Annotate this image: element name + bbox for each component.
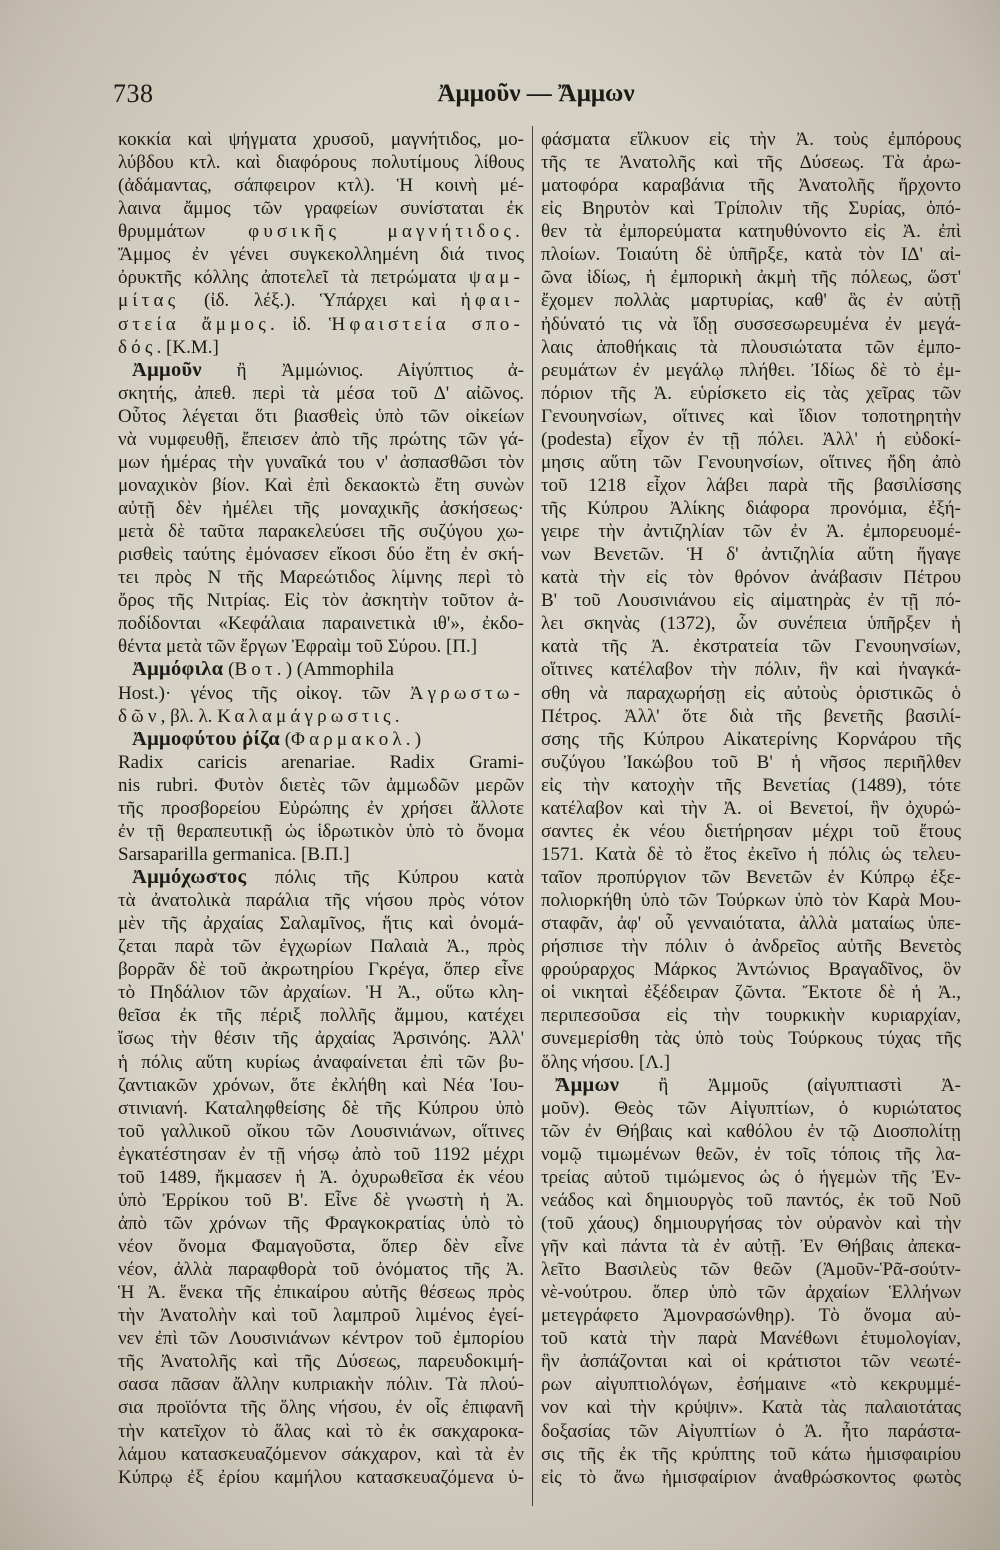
text-line <box>118 1235 524 1258</box>
line-text: τὴν κατεῖχον τὸ ἅλας καὶ τὸ ἐκ σακχαροκα- <box>118 1420 524 1442</box>
text-line <box>541 589 961 612</box>
text-line <box>118 359 524 382</box>
text-line <box>541 981 961 1004</box>
line-text: νων Βενετῶν. Ἡ δ' ἀντιζηλία αὕτη ἤγαγε <box>541 544 961 566</box>
line-text: ἐγκατέστησαν ἐν τῇ νήσῳ ἀπὸ τοῦ 1192 μέχρι <box>118 1143 524 1165</box>
line-text: τῶν ἐν Θήβαις καὶ καθόλου ἐν τῷ Διοσπολίτῃ <box>541 1120 961 1142</box>
line-text: φρούραρχος Μάρκος Ἀντώνιος Βραγαδῖνος, ὃν <box>541 959 961 981</box>
text-line <box>118 543 524 566</box>
text-line <box>118 220 524 243</box>
line-text: ὑπὸ Ἐρρίκου τοῦ Β'. Εἶνε δὲ γνωστὴ ἡ Ἀ. <box>118 1189 524 1211</box>
text-line <box>118 1120 524 1143</box>
text-line <box>541 889 961 912</box>
line-text: συνεμερίσθη τὰς ὑπὸ τοὺς Τούρκους τύχας τῆς <box>541 1028 961 1050</box>
text-line <box>118 1004 524 1027</box>
text-line <box>118 843 524 866</box>
line-text: οἱ νικηταὶ ἐξέδειραν ζῶντα. Ἔκτοτε δὲ ἡ Ἀ., <box>541 982 961 1004</box>
text-line <box>541 313 961 336</box>
line-text: θεῖσα ἐκ τῆς πέριξ πολλῆς ἄμμου, κατέχει <box>118 1005 524 1027</box>
line-text: σθη νὰ παραχωρήσῃ εἰς αὐτοὺς ὁριστικῶς ὁ <box>541 682 961 704</box>
text-line <box>541 1166 961 1189</box>
line-text: νέον, ἀλλὰ παραφθορὰ τοῦ ὀνόματος τῆς Ἀ. <box>118 1259 524 1281</box>
text-line <box>118 174 524 197</box>
text-line <box>118 1027 524 1050</box>
text-line <box>118 520 524 543</box>
text-line <box>118 589 524 612</box>
line-text: κατὰ τὴν εἰς τὸν θρόνον ἀνάβασιν Πέτρου <box>541 567 961 589</box>
text-segment: . <box>394 705 400 727</box>
line-text: τῆς τε Ἀνατολῆς καὶ τῆς Δύσεως. Τὰ ἀρω- <box>541 152 961 174</box>
line-text: Sarsaparilla germanica. [Β.Π.] <box>118 843 350 865</box>
text-line <box>541 1027 961 1050</box>
line-text: ῶνα ἰδίως, ἡ ἐμπορικὴ ἀκμὴ τῆς πόλεως, ὥστ' <box>541 267 961 289</box>
text-line <box>541 1350 961 1373</box>
text-line <box>118 1443 524 1466</box>
text-line <box>118 151 524 174</box>
spaced-emphasis: Ἀγρωστω- <box>409 682 524 704</box>
text-line <box>541 958 961 981</box>
line-text: (τοῦ χάους) δημιουργήσας τὸν οὐρανὸν καὶ τὴν <box>541 1212 961 1234</box>
entry-headword: Ἀμμόχωστος <box>132 866 247 888</box>
text-line <box>118 682 524 705</box>
line-text: ὄρος τῆς Νιτρίας. Εἰς τὸν ἀσκητὴν τοῦτον ἀ- <box>118 590 524 612</box>
line-text <box>118 683 524 704</box>
line-text: τει πρὸς Ν τῆς Μαρεώτιδος λίμνης περὶ τὸ <box>118 567 524 589</box>
text-segment: ἢ Ἀμμώνιος. Αἰγύπτιος ἀ- <box>201 359 524 381</box>
line-text: νον καὶ τὴν κρύψιν». Κατὰ τὰς παλαιοτάτας <box>541 1397 961 1419</box>
text-line <box>118 497 524 520</box>
line-text: ὅλης νήσου. [Λ.] <box>541 1051 671 1073</box>
spaced-emphasis: Καλαμάγρωστις <box>217 705 395 727</box>
text-line <box>541 682 961 705</box>
line-text: λει σκηνὰς (1372), ὧν συνέπεια ὑπῆρξεν ἡ <box>541 613 961 635</box>
line-text: σσης τῆς Κύπρου Αἰκατερίνης Κορνάρου τῆς <box>541 728 961 750</box>
left-column <box>118 128 524 1489</box>
line-text <box>132 659 394 680</box>
line-text: ρήσπισε τὴν πόλιν ὁ ἀνδρεῖος αὐτῆς Βενετὸς <box>541 936 961 958</box>
text-line <box>541 797 961 820</box>
line-text: νὰ νυμφευθῇ, ἔπεισεν ἀπὸ τῆς πρώτης τῶν γά- <box>118 428 524 450</box>
line-text <box>118 267 524 288</box>
line-text: εἰς Βηρυτὸν καὶ Τρίπολιν τῆς Συρίας, ὁπό- <box>541 198 961 220</box>
text-segment: (ἰδ. λέξ.). Ὑπάρχει καὶ <box>179 290 461 312</box>
line-text: ποδίδονται «Κεφάλαια παραινετικὰ ιθ'», ἐκδο- <box>118 613 524 635</box>
line-text: Οὗτος λέγεται ὅτι βιασθεὶς ὑπὸ τῶν οἰκείων <box>118 405 524 427</box>
text-segment: ) (Ammophila <box>285 659 394 681</box>
line-text: μησις αὕτη τῶν Γενουηνσίων, οἵτινες ἤδη ἀπὸ <box>541 451 961 473</box>
text-line <box>541 1466 961 1489</box>
line-text: λάμου κατασκευαζόμενον σάκχαρον, καὶ τὰ ἐν <box>118 1443 524 1465</box>
line-text: λαις ἀποθήκαις τὰ πλουσιώτατα τῶν ἐμπο- <box>541 336 961 358</box>
line-text: σια προϊόντα τῆς ὅλης νήσου, ἐν οἷς ἐπιφανῆ <box>118 1397 524 1419</box>
text-segment: . ἰδ. <box>269 313 329 335</box>
text-line <box>118 382 524 405</box>
text-line <box>541 1281 961 1304</box>
text-line <box>118 981 524 1004</box>
text-line <box>541 1420 961 1443</box>
text-line <box>541 1373 961 1396</box>
line-text: nis rubri. Φυτὸν διετὲς τῶν ἀμμωδῶν μερῶν <box>118 774 524 796</box>
line-text: λύβδου κτλ. καὶ διαφόρους πολυτίμους λίθους <box>118 152 524 174</box>
text-line <box>118 1281 524 1304</box>
text-line <box>541 151 961 174</box>
text-line <box>541 197 961 220</box>
text-segment: , βλ. λ. <box>160 705 218 727</box>
line-text: νέον ὄνομα Φαμαγοῦστα, ὅπερ δὲν εἶνε <box>118 1236 524 1257</box>
spaced-emphasis: Φαρμακολ. <box>291 728 415 750</box>
text-line <box>541 359 961 382</box>
line-text: θέντα μετὰ τῶν ἔργων Ἐφραὶμ τοῦ Σύρου. [Π.] <box>118 636 478 658</box>
text-segment: θρυμμάτων <box>118 221 249 243</box>
text-line <box>118 612 524 635</box>
text-line <box>118 705 524 728</box>
page-number: 738 <box>113 79 154 108</box>
text-segment: Host.)· γένος τῆς οἰκογ. τῶν <box>118 682 410 704</box>
line-text <box>118 314 524 335</box>
text-line <box>118 1097 524 1120</box>
line-text: ταῖον προπύργιον τῶν Βενετῶν ἐν Κύπρῳ ἐξε- <box>541 867 961 888</box>
line-text: μων ἡμέρας τὴν γυναῖκά του ν' ἀσπασθῶσι τὸν <box>118 451 524 473</box>
line-text <box>118 290 524 311</box>
line-text: τοῦ 1218 εἶχον λάβει παρὰ τῆς βασιλίσσης <box>541 474 961 496</box>
text-line <box>541 336 961 359</box>
text-line <box>541 1235 961 1258</box>
line-text: ἡ πόλις αὕτη κυρίως ἀναφαίνεται ἐπὶ τῶν βυ- <box>118 1051 524 1073</box>
text-line <box>541 1327 961 1350</box>
text-line <box>541 289 961 312</box>
text-line <box>541 658 961 681</box>
text-segment: ) <box>414 728 422 750</box>
text-line <box>541 405 961 428</box>
line-text: ζεται παρὰ τῶν ἐγχωρίων Παλαιὰ Ἀ., πρὸς <box>118 936 524 958</box>
text-line <box>118 566 524 589</box>
line-text: σις τῆς ἐκ τῆς κρύπτης τοῦ κάτω ἡμισφαιρίου <box>541 1443 961 1465</box>
line-text <box>555 1075 961 1096</box>
text-line <box>118 1327 524 1350</box>
line-text: τῆς Ἀνατολῆς καὶ τῆς Δύσεως, παρευδοκιμή- <box>118 1351 524 1373</box>
text-line <box>541 1396 961 1419</box>
text-line <box>541 935 961 958</box>
line-text: αὐτῇ δὲν ἠμέλει τῆς μοναχικῆς ἀσκήσεως· <box>118 498 524 519</box>
text-line <box>118 243 524 266</box>
line-text: Πέτρος. Ἀλλ' ὅτε διὰ τῆς βενετῆς βασιλί- <box>541 705 961 727</box>
line-text <box>118 221 524 242</box>
text-line <box>118 266 524 289</box>
line-text: τρείας αὐτοῦ τιμώμενος ὡς ὁ ἡγεμὼν τῆς Ἐν- <box>541 1166 961 1188</box>
text-line <box>118 289 524 312</box>
line-text: κοκκία καὶ ψήγματα χρυσοῦ, μαγνήτιδος, μο- <box>118 129 524 150</box>
line-text: βορρᾶν δὲ τοῦ ἀκρωτηρίου Γκρέγα, ὅπερ εἶνε <box>118 959 524 981</box>
text-line <box>118 1051 524 1074</box>
entry-headword: Ἀμμόφιλα <box>132 658 224 681</box>
line-text: ἔχομεν πολλὰς μαρτυρίας, καθ' ἃς ἐν αὐτῇ <box>541 290 961 312</box>
line-text: (podesta) εἶχον ἐν τῇ πόλει. Ἀλλ' ἡ εὐδοκί- <box>541 428 961 450</box>
line-text: πολιορκήθη ὑπὸ τῶν Τούρκων ὑπὸ τὸν Καρὰ Μου- <box>541 890 961 912</box>
text-line <box>541 751 961 774</box>
entry-headword: Ἀμμοφύτου ῥίζα <box>132 727 280 750</box>
line-text: τῆς Κύπρου Ἀλίκης διάφορα προνόμια, ἐξή- <box>541 498 961 519</box>
text-line <box>118 1074 524 1097</box>
text-line <box>541 543 961 566</box>
line-text: τὰ ἀνατολικὰ παράλια τῆς νήσου πρὸς νότον <box>118 890 524 912</box>
text-line <box>541 705 961 728</box>
text-line <box>118 728 524 751</box>
line-text: τοῦ γαλλικοῦ οἴκου τῶν Λουσινιάνων, οἵτινες <box>118 1120 524 1142</box>
text-line <box>118 1420 524 1443</box>
text-line <box>541 1004 961 1027</box>
line-text: μοναχικὸν βίον. Καὶ ἐπὶ δεκαοκτὼ ἔτη συνὼν <box>118 474 524 496</box>
text-line <box>118 658 524 681</box>
line-text: λεῖτο Βασιλεὺς τῶν θεῶν (Ἀμοῦν-Ῥᾶ-σούτν- <box>541 1259 961 1281</box>
line-text <box>132 360 524 381</box>
line-text: Radix caricis arenariae. Radix Grami- <box>118 751 524 773</box>
text-line <box>118 866 524 889</box>
line-text: Κύπρῳ ἐξ ἐρίου καμήλου κατασκευαζόμενα ὑ- <box>118 1466 524 1488</box>
line-text <box>132 729 421 750</box>
right-column <box>541 128 961 1489</box>
entry-headword: Ἄμμων <box>555 1073 620 1096</box>
text-line <box>541 1097 961 1120</box>
line-text: νομῷ τιμωμένων θεῶν, ἐν τοῖς τόποις τῆς λα- <box>541 1143 961 1165</box>
line-text: πλοίων. Τοιαύτη δὲ ὑπῆρξε, κατὰ τὸν ΙΔ' αἰ- <box>541 244 961 266</box>
line-text: νεν ἐπὶ τῶν Λουσινιάνων κέντρον τοῦ ἐμπορίου <box>118 1328 524 1350</box>
text-line <box>541 1443 961 1466</box>
text-line <box>118 128 524 151</box>
text-line <box>118 1258 524 1281</box>
text-line <box>118 451 524 474</box>
entry-headword: Ἀμμοῦν <box>132 358 202 381</box>
text-line <box>118 428 524 451</box>
text-line <box>541 174 961 197</box>
text-line <box>118 820 524 843</box>
line-text: ἀπὸ τῶν χρόνων τῆς Φραγκοκρατίας ὑπὸ τὸ <box>118 1212 524 1234</box>
line-text: ἐν τῇ θεραπευτικῇ ὡς ἱδρωτικὸν ὑπὸ τὸ ὄνομα <box>118 820 524 842</box>
text-line <box>118 774 524 797</box>
line-text: μὲν τῆς ἀρχαίας Σαλαμῖνος, ἥτις καὶ ὀνομά- <box>118 913 524 935</box>
line-text: ρευμάτων ἐν μεγάλῳ πλήθει. Ἰδίως δὲ τὸ ἐμ- <box>541 359 961 381</box>
spaced-emphasis: ψαμ- <box>468 267 524 289</box>
text-line <box>118 1143 524 1166</box>
text-line <box>541 128 961 151</box>
text-line <box>541 1212 961 1235</box>
running-head: Ἀμμοῦν — Ἄμμων <box>437 80 635 107</box>
line-text: περιπεσοῦσα εἰς τὴν τουρκικὴν κυριαρχίαν, <box>541 1005 961 1027</box>
text-line <box>541 474 961 497</box>
text-line <box>118 1189 524 1212</box>
line-text: εἰς τὴν κατοχὴν τῆς Βενετίας (1489), τότε <box>541 774 961 796</box>
line-text: σταφᾶν, ἀφ' οὗ γενναιότατα, ἀλλὰ ματαίως ὑπε- <box>541 913 961 935</box>
text-line <box>541 774 961 797</box>
line-text <box>118 706 399 727</box>
line-text: ρων αἰγυπτιολόγων, ἐσήμαινε «τὸ κεκρυμμέ- <box>541 1374 961 1396</box>
text-line <box>118 935 524 958</box>
line-text: σαντες ἐκ νέου διετήρησαν μέχρι τοῦ ἔτους <box>541 820 961 842</box>
text-line <box>541 1074 961 1097</box>
line-text: τοῦ κατὰ τὴν παρὰ Μανέθωνι ἐτυμολογίαν, <box>541 1328 961 1350</box>
line-text: κατέλαβον καὶ τὴν Ἀ. οἱ Βενετοί, ἣν ὀχυρώ- <box>541 797 961 819</box>
line-text: ρισθεὶς ταύτης ἐμόνασεν εἴκοσι δύο ἔτη ἐν σκή- <box>118 544 524 566</box>
line-text: τῆς προσβορείου Εὐρώπης ἐν χρήσει ἄλλοτε <box>118 797 524 819</box>
line-text: (ἀδάμαντας, σάπφειρον κτλ). Ἡ κοινὴ μέ- <box>118 175 524 197</box>
spaced-emphasis: δός <box>118 336 157 358</box>
text-segment: ( <box>279 728 292 750</box>
text-segment: πόλις τῆς Κύπρου κατὰ <box>246 867 524 888</box>
line-text: ἣν ἀσπάζονται καὶ οἱ κράτιστοι τῶν νεωτέ- <box>541 1351 961 1373</box>
line-text: νὲ-νούτρου. ὅπερ ὑπὸ τῶν ἀρχαίων Ἑλλήνων <box>541 1282 961 1304</box>
text-line <box>118 1396 524 1419</box>
text-line <box>541 1051 961 1074</box>
line-text: σκητής, ἀπεθ. περὶ τὰ μέσα τοῦ Δ' αἰῶνος. <box>118 382 524 404</box>
text-line <box>118 405 524 428</box>
line-text: νεάδος καὶ δημιουργὸς τοῦ παντός, ἐκ τοῦ Νοῦ <box>541 1189 961 1211</box>
line-text: Β' τοῦ Λουσινιάνου εἰς αἱματηρὰς ἐν τῇ πό- <box>541 590 961 612</box>
text-line <box>541 243 961 266</box>
text-line <box>118 912 524 935</box>
line-text: ἠδύνατό τις νὰ ἴδῃ συσσεσωρευμένα ἐν μεγά- <box>541 313 961 335</box>
text-line <box>541 266 961 289</box>
spaced-emphasis: Ἡφαιστεία σπο- <box>328 313 524 335</box>
text-line <box>118 1466 524 1489</box>
text-line <box>118 635 524 658</box>
text-line <box>541 1304 961 1327</box>
text-line <box>541 866 961 889</box>
text-line <box>541 843 961 866</box>
text-line <box>541 912 961 935</box>
line-text: ματοφόρα καραβάνια τῆς Ἀνατολῆς ἤρχοντο <box>541 175 961 197</box>
text-line <box>541 520 961 543</box>
text-line <box>541 220 961 243</box>
line-text: στινιανή. Καταληφθείσης δὲ τῆς Κύπρου ὑπὸ <box>118 1097 524 1119</box>
spaced-emphasis: δῶν <box>118 705 161 727</box>
text-line <box>118 336 524 359</box>
text-line <box>118 1212 524 1235</box>
text-segment: . [Κ.Μ.] <box>156 336 219 358</box>
line-text: τὴν Ἀνατολὴν καὶ τοῦ λαμπροῦ λιμένος ἐγεί- <box>118 1305 524 1327</box>
text-line <box>118 197 524 220</box>
line-text: συζύγου Ἰακώβου τοῦ Β' ἡ νῆσος περιῆλθεν <box>541 751 961 773</box>
text-line <box>118 1166 524 1189</box>
line-text: Ἄμμος ἐν γένει συγκεκολλημένη διά τινος <box>118 244 524 266</box>
line-text: Γενουηνσίων, οἵτινες καὶ ἴδιον τοποτηρητὴν <box>541 405 961 427</box>
line-text: οἵτινες κατέλαβον τὴν πόλιν, ἣν καὶ ἠναγκά- <box>541 659 961 681</box>
line-text: λαινα ἄμμος τῶν γραφείων συνίσταται ἐκ <box>118 198 524 220</box>
line-text: θεν τὰ ἐμπορεύματα κατηυθύνοντο εἰς Ἀ. ἐπὶ <box>541 221 961 243</box>
text-line <box>541 566 961 589</box>
line-text: 1571. Κατὰ δὲ τὸ ἔτος ἐκεῖνο ἡ πόλις ὡς τελευ- <box>541 843 961 865</box>
line-text: τοῦ 1489, ἤκμασεν ἡ Ἀ. ὀχυρωθεῖσα ἐκ νέου <box>118 1166 524 1188</box>
spaced-emphasis: ἡφαι- <box>460 290 524 312</box>
text-line <box>118 313 524 336</box>
text-line <box>118 1350 524 1373</box>
line-text: εἰς τὸ ἄνω ἡμισφαίριον ἀναθρώσκοντος φωτὸς <box>541 1466 961 1488</box>
line-text: σασα πᾶσαν ἄλλην κυπριακὴν πόλιν. Τὰ πλού- <box>118 1374 524 1396</box>
text-line <box>541 635 961 658</box>
text-line <box>541 428 961 451</box>
text-line <box>541 612 961 635</box>
line-text: φάσματα εἵλκυον εἰς τὴν Ἀ. τοὺς ἐμπόρους <box>541 129 961 150</box>
spaced-emphasis: φυσικῆς μαγνήτιδος. <box>248 221 524 243</box>
text-line <box>541 497 961 520</box>
text-line <box>541 1258 961 1281</box>
text-line <box>541 728 961 751</box>
line-text: μοῦν). Θεὸς τῶν Αἰγυπτίων, ὁ κυριώτατος <box>541 1097 961 1119</box>
text-line <box>118 1373 524 1396</box>
line-text: πόριον τῆς Ἀ. εὑρίσκετο εἰς τὰς χεῖρας τῶν <box>541 382 961 404</box>
line-text: μετεγράφετο Ἀμονρασώνθηρ). Τὸ ὄνομα αὐ- <box>541 1305 961 1327</box>
text-line <box>541 1189 961 1212</box>
line-text <box>132 867 524 888</box>
line-text: δοξασίας τῶν Αἰγυπτίων ὁ Ἀ. ἦτο παράστα- <box>541 1420 961 1442</box>
text-line <box>541 382 961 405</box>
text-line <box>541 451 961 474</box>
text-segment: ὀρυκτῆς κόλλης ἀποτελεῖ τὰ πετρώματα <box>118 267 469 289</box>
line-text: γῆν καὶ πάντα τὰ ἐν αὐτῇ. Ἐν Θήβαις ἀπεκα- <box>541 1236 961 1257</box>
text-line <box>118 797 524 820</box>
text-line <box>541 820 961 843</box>
text-line <box>541 1143 961 1166</box>
line-text <box>118 337 219 358</box>
text-line <box>118 1304 524 1327</box>
line-text: μετὰ δὲ ταῦτα παρακελεύσει τῆς συζύγου χω- <box>118 521 524 543</box>
line-text: κατὰ τῆς Ἀ. ἐκστρατεία τῶν Γενουηνσίων, <box>541 636 961 658</box>
text-segment: ἢ Ἀμμοῦς (αἰγυπτιαστὶ Ἀ- <box>619 1074 961 1096</box>
text-line <box>118 889 524 912</box>
column-divider <box>532 126 533 1506</box>
spaced-emphasis: στεία ἄμμος <box>118 313 270 335</box>
line-text: ἴσως τὴν θέσιν τῆς ἀρχαίας Ἀρσινόης. Ἀλλ' <box>118 1028 524 1050</box>
text-line <box>118 474 524 497</box>
spaced-emphasis: μίτας <box>118 290 180 312</box>
text-line <box>541 1120 961 1143</box>
line-text: τὸ Πηδάλιον τῶν ἀρχαίων. Ἡ Ἀ., οὕτω κλη- <box>118 982 524 1004</box>
text-segment: ( <box>223 659 235 681</box>
line-text: ζαντιακῶν χρόνων, ὅτε ἐκλήθη καὶ Νέα Ἰου- <box>118 1074 524 1096</box>
text-line <box>118 751 524 774</box>
spaced-emphasis: Βοτ. <box>234 659 286 681</box>
line-text: γειρε τὴν ἀντιζηλίαν τῶν ἐν Ἀ. ἐμπορευομέ- <box>541 521 961 543</box>
line-text: Ἡ Ἀ. ἕνεκα τῆς ἐπικαίρου αὐτῆς θέσεως πρὸς <box>118 1282 524 1304</box>
text-line <box>118 958 524 981</box>
